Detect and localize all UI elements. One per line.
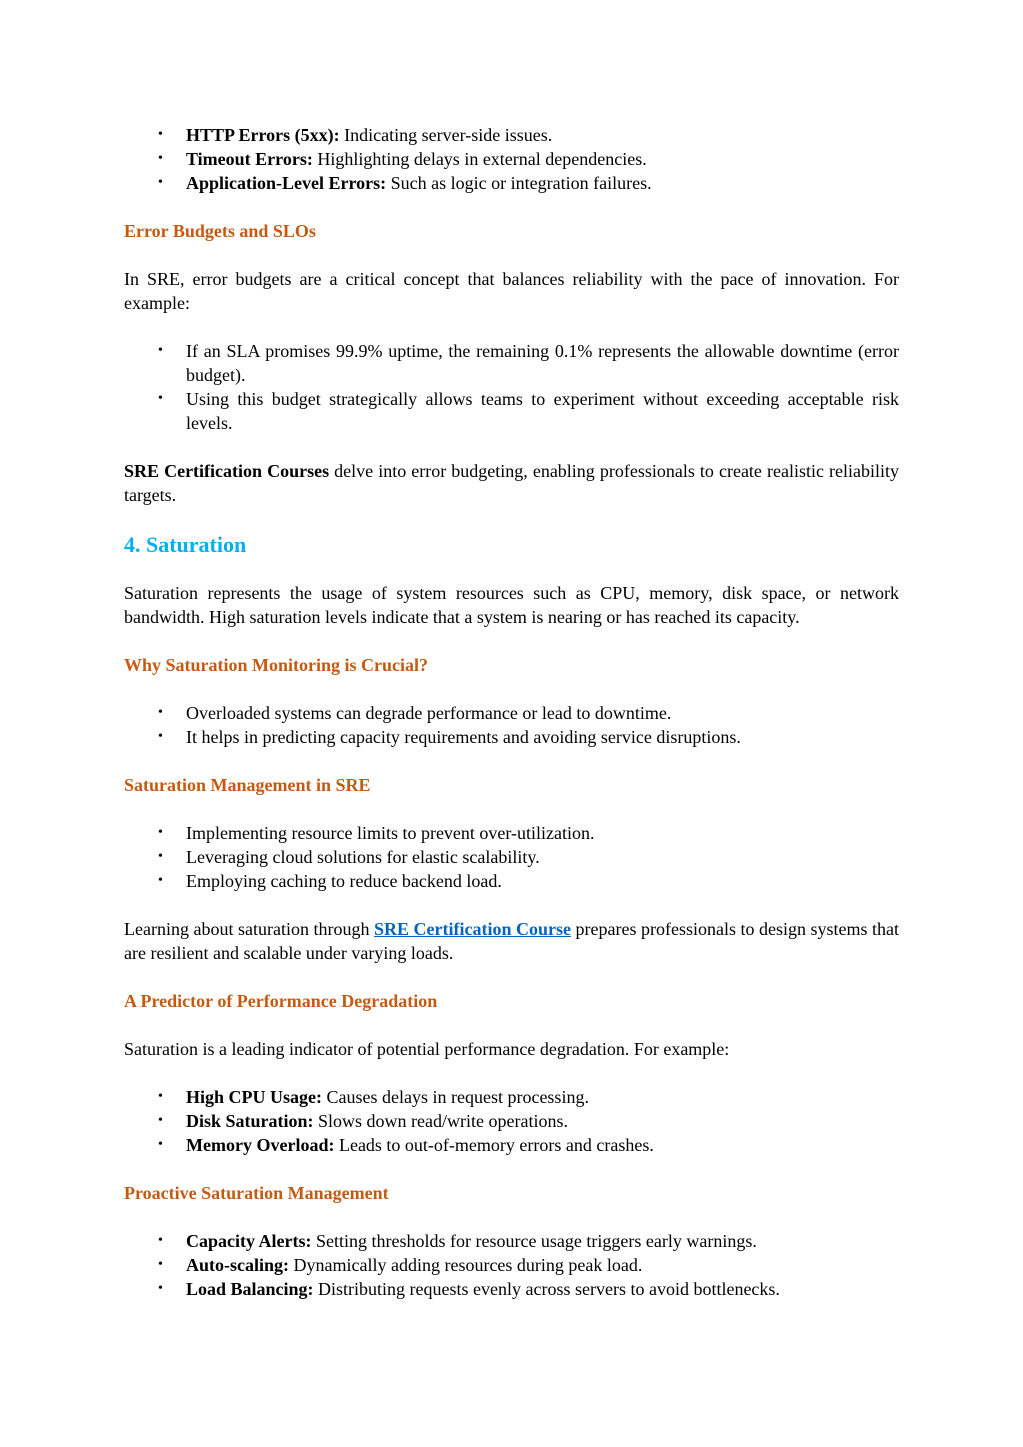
bullet-icon: • bbox=[158, 1233, 163, 1248]
bullet-icon: • bbox=[158, 705, 163, 720]
management-closing bbox=[124, 917, 899, 965]
list-item bbox=[124, 701, 899, 725]
why-monitoring-heading: Why Saturation Monitoring is Crucial? bbox=[124, 655, 429, 675]
list-item-text: Implementing resource limits to prevent over-utilization. bbox=[186, 823, 595, 843]
predictor-list bbox=[124, 1085, 899, 1157]
error-budgets-intro: In SRE, error budgets are a critical concept that balances reliability with the pace of innovation. For example: bbox=[124, 269, 899, 313]
page-content bbox=[124, 123, 899, 1301]
bullet-icon: • bbox=[158, 1137, 163, 1152]
list-item bbox=[124, 725, 899, 749]
list-item-text: Using this budget strategically allows teams to experiment without exceeding acceptable risk levels. bbox=[186, 389, 899, 433]
error-budgets-heading: Error Budgets and SLOs bbox=[124, 221, 316, 241]
bullet-icon: • bbox=[158, 175, 163, 190]
closing-text-before: Learning about saturation through bbox=[124, 919, 374, 939]
management-heading: Saturation Management in SRE bbox=[124, 775, 371, 795]
bullet-icon: • bbox=[158, 849, 163, 864]
list-item-term: Memory Overload: bbox=[186, 1135, 335, 1155]
list-item bbox=[124, 171, 899, 195]
list-item-text: Dynamically adding resources during peak load. bbox=[289, 1255, 643, 1275]
predictor-heading: A Predictor of Performance Degradation bbox=[124, 991, 438, 1011]
list-item bbox=[124, 147, 899, 171]
list-item-term: High CPU Usage: bbox=[186, 1087, 322, 1107]
saturation-intro: Saturation represents the usage of system resources such as CPU, memory, disk space, or network bandwidth. High saturation levels indicate that a system is nearing or has reached its capacity. bbox=[124, 583, 899, 627]
bullet-icon: • bbox=[158, 151, 163, 166]
bullet-icon: • bbox=[158, 729, 163, 744]
list-item-text: Overloaded systems can degrade performance or lead to downtime. bbox=[186, 703, 672, 723]
bullet-icon: • bbox=[158, 825, 163, 840]
list-item-text: Employing caching to reduce backend load. bbox=[186, 871, 502, 891]
bullet-icon: • bbox=[158, 343, 163, 358]
list-item-text: Slows down read/write operations. bbox=[313, 1111, 568, 1131]
list-item-term: Load Balancing: bbox=[186, 1279, 314, 1299]
proactive-heading: Proactive Saturation Management bbox=[124, 1183, 389, 1203]
list-item-text: Leveraging cloud solutions for elastic scalability. bbox=[186, 847, 540, 867]
list-item-text: Highlighting delays in external dependencies. bbox=[312, 149, 647, 169]
sre-certification-course-link[interactable]: SRE Certification Course bbox=[373, 919, 571, 939]
list-item-text: Setting thresholds for resource usage triggers early warnings. bbox=[311, 1231, 757, 1251]
list-item-term: Disk Saturation: bbox=[186, 1111, 314, 1131]
list-item bbox=[124, 1277, 899, 1301]
bullet-icon: • bbox=[158, 1257, 163, 1272]
list-item bbox=[124, 869, 899, 893]
saturation-section-title: 4. Saturation bbox=[124, 532, 247, 557]
sre-courses-bold: SRE Certification Courses bbox=[124, 461, 330, 481]
list-item-term: Auto-scaling: bbox=[186, 1255, 289, 1275]
bullet-icon: • bbox=[158, 873, 163, 888]
list-item-term: Timeout Errors: bbox=[186, 149, 313, 169]
bullet-icon: • bbox=[158, 1281, 163, 1296]
predictor-intro: Saturation is a leading indicator of potential performance degradation. For example: bbox=[124, 1039, 730, 1059]
list-item bbox=[124, 1229, 899, 1253]
list-item bbox=[124, 123, 899, 147]
error-budgets-list bbox=[124, 339, 899, 435]
list-item-text: Indicating server-side issues. bbox=[339, 125, 553, 145]
list-item bbox=[124, 1253, 899, 1277]
list-item bbox=[124, 339, 899, 387]
closing-text-after: prepares professionals to design systems that are resilient and scalable under varying loads. bbox=[124, 919, 899, 963]
bullet-icon: • bbox=[158, 1089, 163, 1104]
list-item-term: Capacity Alerts: bbox=[186, 1231, 312, 1251]
list-item bbox=[124, 1109, 899, 1133]
http-errors-list bbox=[124, 123, 899, 195]
proactive-list bbox=[124, 1229, 899, 1301]
list-item-text: If an SLA promises 99.9% uptime, the remaining 0.1% represents the allowable downtime (error budget). bbox=[186, 341, 899, 385]
list-item bbox=[124, 1085, 899, 1109]
closing-text: delve into error budgeting, enabling professionals to create realistic reliability targets. bbox=[124, 461, 899, 505]
list-item-text: Leads to out-of-memory errors and crashes. bbox=[334, 1135, 654, 1155]
list-item-term: Application-Level Errors: bbox=[186, 173, 387, 193]
why-monitoring-list bbox=[124, 701, 899, 749]
management-list bbox=[124, 821, 899, 893]
list-item bbox=[124, 387, 899, 435]
list-item bbox=[124, 1133, 899, 1157]
list-item-text: It helps in predicting capacity requirements and avoiding service disruptions. bbox=[186, 727, 741, 747]
error-budgets-closing bbox=[124, 459, 899, 507]
list-item-text: Distributing requests evenly across servers to avoid bottlenecks. bbox=[313, 1279, 780, 1299]
list-item bbox=[124, 845, 899, 869]
bullet-icon: • bbox=[158, 127, 163, 142]
list-item bbox=[124, 821, 899, 845]
bullet-icon: • bbox=[158, 1113, 163, 1128]
bullet-icon: • bbox=[158, 391, 163, 406]
list-item-text: Causes delays in request processing. bbox=[322, 1087, 589, 1107]
list-item-text: Such as logic or integration failures. bbox=[386, 173, 652, 193]
list-item-term: HTTP Errors (5xx): bbox=[186, 125, 340, 145]
